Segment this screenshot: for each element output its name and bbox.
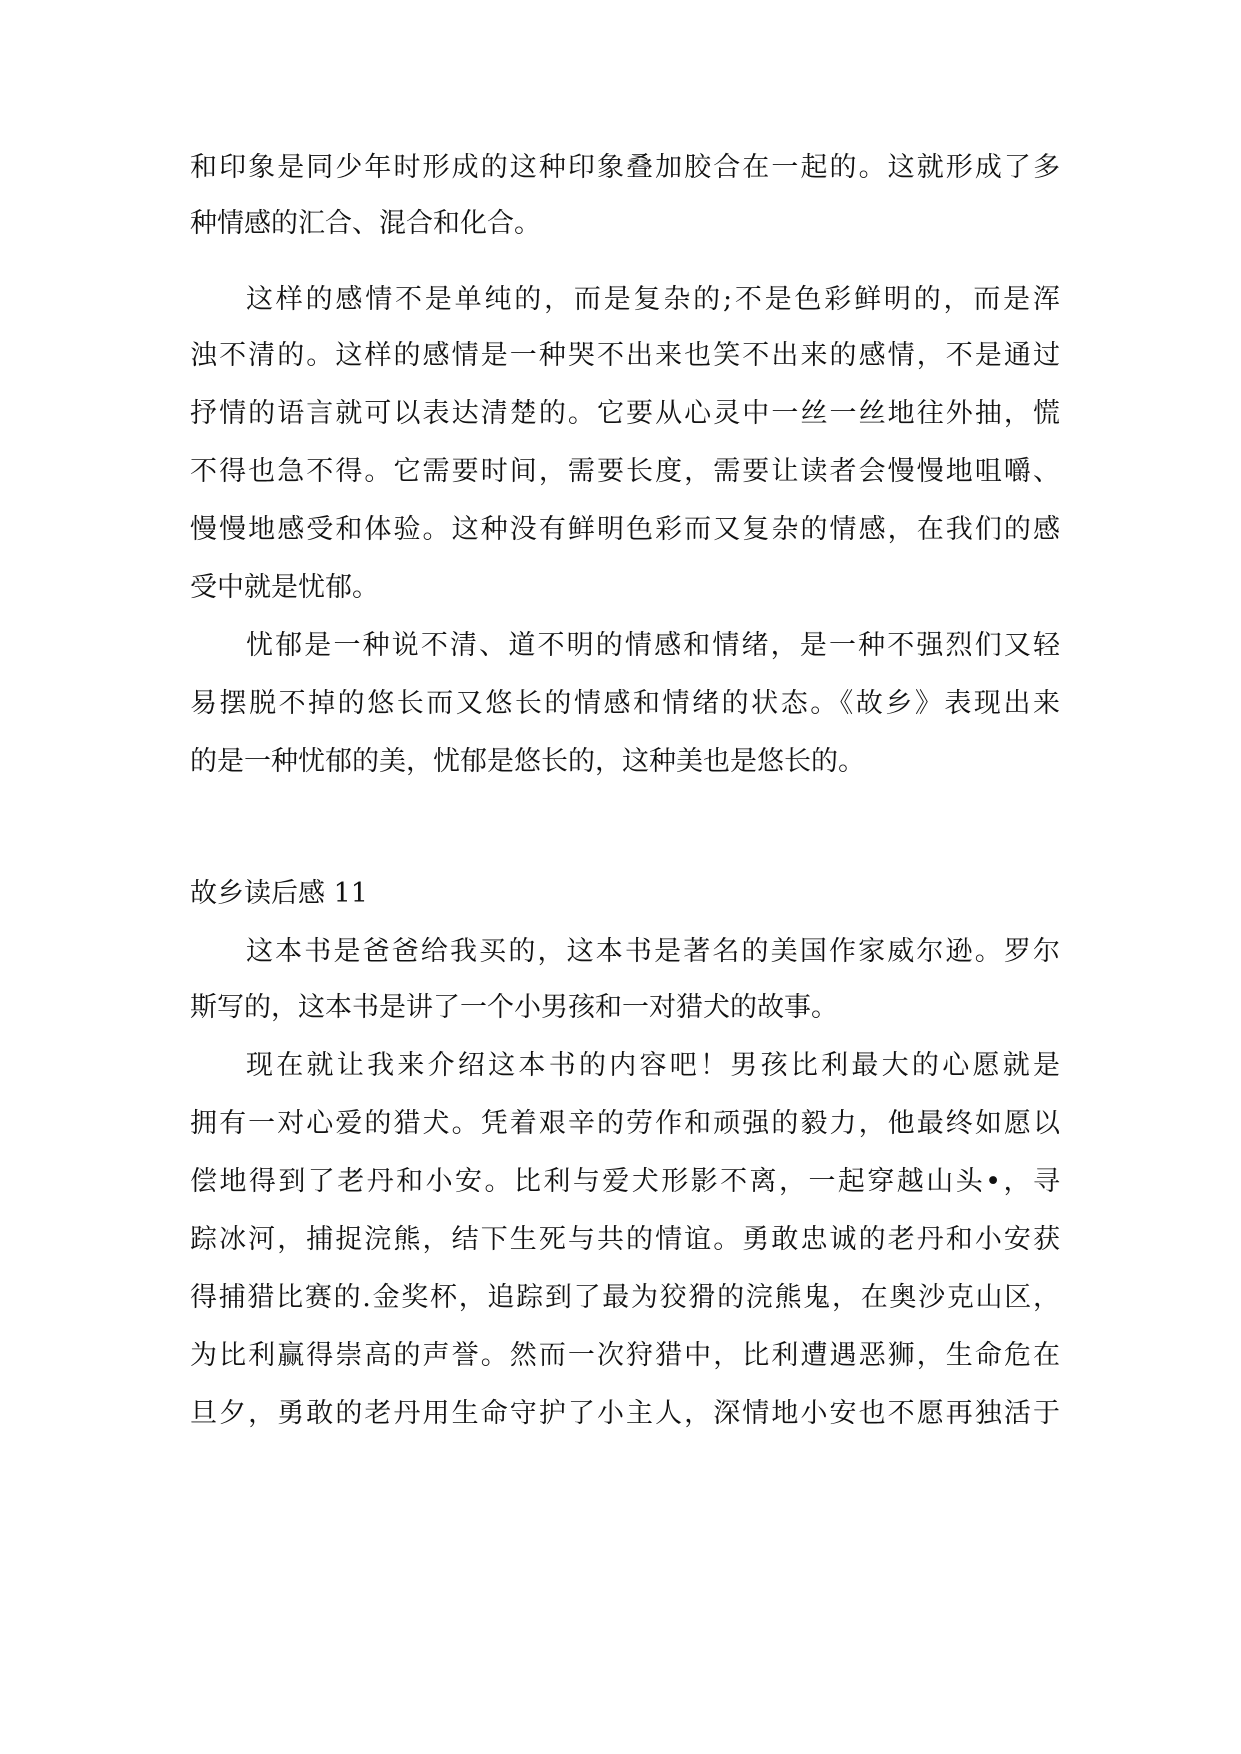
text-line: 踪冰河，捕捉浣熊，结下生死与共的情谊。勇敢忠诚的老丹和小安获 [190,1224,1060,1255]
text-line: 易摆脱不掉的悠长而又悠长的情感和情绪的状态。《故乡》表现出来 [190,688,1060,719]
text-line: 斯写的，这本书是讲了一个小男孩和一对猎犬的故事。 [190,992,838,1023]
text-line: 拥有一对心爱的猎犬。凭着艰辛的劳作和顽强的毅力，他最终如愿以 [190,1108,1060,1139]
text-line: 忧郁是一种说不清、道不明的情感和情绪，是一种不强烈们又轻 [246,630,1060,661]
text-line: 种情感的汇合、混合和化合。 [190,208,541,239]
text-line: 这本书是爸爸给我买的，这本书是著名的美国作家威尔逊。罗尔 [246,936,1060,967]
text-line: 现在就让我来介绍这本书的内容吧！男孩比利最大的心愿就是 [246,1050,1060,1081]
text-line: 偿地得到了老丹和小安。比利与爱犬形影不离，一起穿越山头•，寻 [190,1166,1060,1197]
text-line: 不得也急不得。它需要时间，需要长度，需要让读者会慢慢地咀嚼、 [190,456,1060,487]
text-line: 得捕猎比赛的.金奖杯，追踪到了最为狡猾的浣熊鬼，在奥沙克山区， [190,1282,1060,1313]
text-line: 和印象是同少年时形成的这种印象叠加胶合在一起的。这就形成了多 [190,152,1060,183]
text-line: 的是一种忧郁的美，忧郁是悠长的，这种美也是悠长的。 [190,746,865,777]
text-line: 旦夕，勇敢的老丹用生命守护了小主人，深情地小安也不愿再独活于 [190,1398,1060,1429]
section-heading: 故乡读后感 11 [190,878,368,909]
text-line: 受中就是忧郁。 [190,572,379,603]
text-line: 抒情的语言就可以表达清楚的。它要从心灵中一丝一丝地往外抽，慌 [190,398,1060,429]
text-line: 这样的感情不是单纯的，而是复杂的;不是色彩鲜明的，而是浑 [246,284,1060,315]
text-line: 浊不清的。这样的感情是一种哭不出来也笑不出来的感情，不是通过 [190,340,1060,371]
text-line: 慢慢地感受和体验。这种没有鲜明色彩而又复杂的情感，在我们的感 [190,514,1060,545]
text-line: 为比利赢得崇高的声誉。然而一次狩猎中，比利遭遇恶狮，生命危在 [190,1340,1060,1371]
